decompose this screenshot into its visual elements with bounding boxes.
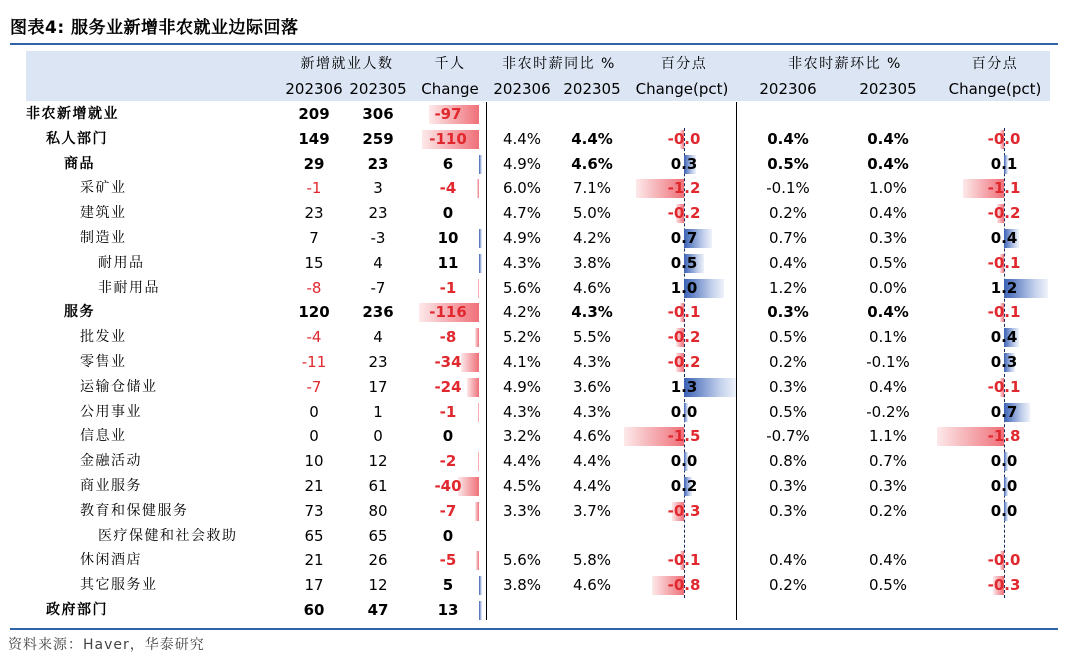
cell-m305: 0.0% bbox=[868, 278, 908, 297]
cell-m306 bbox=[755, 102, 821, 127]
cell-e305: 236 bbox=[362, 303, 394, 322]
cell-y305: 5.8% bbox=[572, 551, 612, 570]
cell-y306: 5.6% bbox=[502, 278, 542, 297]
cell-m305: 0.1% bbox=[868, 328, 908, 347]
cell-mc: -1.8 bbox=[987, 427, 1021, 446]
cell-e305: 4 bbox=[373, 253, 383, 272]
cell-yc: -1.5 bbox=[667, 427, 701, 446]
cell-e305: 23 bbox=[368, 353, 388, 371]
cell-mc: -0.1 bbox=[987, 303, 1021, 322]
cell-mc: 1.2 bbox=[990, 278, 1018, 297]
table-row bbox=[0, 474, 1076, 499]
cell-m306: 0.3% bbox=[768, 501, 808, 520]
cell-y305: 3.7% bbox=[572, 501, 612, 520]
cell-e306: 60 bbox=[303, 601, 325, 619]
table-row bbox=[0, 400, 1076, 425]
table-row bbox=[0, 449, 1076, 474]
cell-e306: 10 bbox=[304, 452, 324, 471]
table-row bbox=[0, 375, 1076, 400]
table-row bbox=[0, 251, 1076, 276]
cell-yc: -0.3 bbox=[667, 501, 701, 520]
cell-y306: 4.4% bbox=[502, 129, 542, 148]
row-label: 公用事业 bbox=[80, 403, 142, 420]
cell-y306: 5.2% bbox=[502, 328, 542, 347]
header-new-jobs-unit: 千人 bbox=[434, 56, 466, 72]
table-row bbox=[0, 276, 1076, 301]
cell-y305 bbox=[558, 598, 626, 623]
cell-e305: 259 bbox=[362, 129, 394, 148]
table-row bbox=[0, 424, 1076, 449]
cell-m306: 0.8% bbox=[768, 452, 808, 471]
cell-y306: 4.5% bbox=[502, 477, 542, 495]
cell-y305: 4.6% bbox=[572, 576, 612, 595]
cell-mc: 0.7 bbox=[990, 402, 1018, 421]
cell-m305: 1.0% bbox=[868, 179, 908, 198]
cell-e306: 21 bbox=[304, 551, 324, 570]
cell-e305: 65 bbox=[368, 526, 388, 545]
cell-m305: 0.4% bbox=[867, 129, 909, 148]
cell-y305: 4.6% bbox=[572, 427, 612, 446]
cell-m306: 0.3% bbox=[768, 477, 808, 495]
cell-ec: 11 bbox=[437, 253, 459, 272]
cell-m305: 0.7% bbox=[868, 452, 908, 471]
cell-y306 bbox=[490, 598, 554, 623]
table-row bbox=[0, 176, 1076, 201]
cell-e305: 17 bbox=[368, 377, 388, 396]
cell-m306: 0.5% bbox=[767, 154, 809, 173]
cell-yc: -0.0 bbox=[667, 129, 701, 148]
row-label: 服务 bbox=[64, 304, 95, 321]
cell-yc: 0.0 bbox=[670, 402, 698, 421]
cell-mc: -0.1 bbox=[987, 253, 1021, 272]
cell-m306: 0.5% bbox=[768, 328, 808, 347]
cell-m306: 1.2% bbox=[768, 278, 808, 297]
cell-yc: 1.3 bbox=[670, 377, 698, 396]
cell-e306: 73 bbox=[304, 501, 324, 520]
cell-e305: -3 bbox=[370, 229, 386, 247]
header-wage-yoy-unit: 百分点 bbox=[660, 56, 708, 72]
header-mom-202306: 202306 bbox=[759, 80, 817, 98]
cell-m306: -0.7% bbox=[766, 427, 810, 446]
cell-m305: -0.2% bbox=[866, 402, 910, 421]
header-jobs-202305: 202305 bbox=[349, 80, 407, 98]
cell-e306: -11 bbox=[301, 353, 327, 371]
cell-e306: -4 bbox=[306, 328, 322, 347]
cell-yc: -0.2 bbox=[667, 353, 701, 371]
table-row bbox=[0, 524, 1076, 549]
cell-y306: 4.9% bbox=[502, 154, 542, 173]
cell-e306: -8 bbox=[306, 278, 322, 297]
row-label: 商业服务 bbox=[80, 478, 142, 494]
cell-e306: 15 bbox=[304, 253, 324, 272]
table-row bbox=[0, 499, 1076, 524]
cell-ec: 13 bbox=[437, 601, 459, 619]
cell-m306: -0.1% bbox=[766, 179, 810, 198]
cell-mc: -0.1 bbox=[987, 377, 1021, 396]
cell-mc: 0.0 bbox=[990, 477, 1018, 495]
cell-e306: 0 bbox=[309, 402, 319, 421]
table-row bbox=[0, 325, 1076, 350]
cell-mc: -0.2 bbox=[987, 204, 1021, 223]
row-label: 零售业 bbox=[80, 354, 127, 370]
row-label: 教育和保健服务 bbox=[80, 502, 189, 519]
cell-m305: 0.4% bbox=[867, 154, 909, 173]
cell-y306: 3.8% bbox=[502, 576, 542, 595]
cell-e306: 23 bbox=[304, 204, 324, 223]
table-row bbox=[0, 127, 1076, 152]
cell-y305: 4.2% bbox=[572, 229, 612, 247]
cell-y305: 5.5% bbox=[572, 328, 612, 347]
cell-ec: -1 bbox=[439, 402, 457, 421]
cell-m306: 0.4% bbox=[767, 129, 809, 148]
cell-e306: -7 bbox=[306, 377, 322, 396]
cell-y305: 4.6% bbox=[572, 278, 612, 297]
cell-ec: 0 bbox=[442, 526, 454, 545]
cell-mc bbox=[960, 524, 1048, 549]
cell-e306: 29 bbox=[303, 154, 325, 173]
table-row bbox=[0, 350, 1076, 375]
table-row bbox=[0, 102, 1076, 127]
cell-mc: 0.1 bbox=[990, 154, 1018, 173]
cell-y305: 4.3% bbox=[572, 353, 612, 371]
cell-m305: 0.3% bbox=[868, 229, 908, 247]
cell-e305: 12 bbox=[368, 452, 388, 471]
cell-y306 bbox=[490, 102, 554, 127]
figure-title: 图表4: 服务业新增非农就业边际回落 bbox=[10, 18, 299, 38]
cell-m306: 0.7% bbox=[768, 229, 808, 247]
cell-mc bbox=[960, 598, 1048, 623]
cell-y306: 4.7% bbox=[502, 204, 542, 223]
row-label: 采矿业 bbox=[80, 180, 127, 197]
cell-mc: -0.0 bbox=[987, 129, 1021, 148]
cell-yc: -0.2 bbox=[667, 328, 701, 347]
cell-m305: 0.2% bbox=[868, 501, 908, 520]
cell-m306 bbox=[755, 598, 821, 623]
cell-ec: 10 bbox=[437, 229, 459, 247]
row-label: 耐用品 bbox=[98, 254, 145, 271]
row-label: 休闲酒店 bbox=[80, 552, 142, 569]
cell-y306: 4.1% bbox=[502, 353, 542, 371]
row-label: 批发业 bbox=[80, 329, 127, 346]
header-wage-mom-unit: 百分点 bbox=[971, 56, 1019, 72]
cell-e306: 21 bbox=[304, 477, 324, 495]
cell-mc bbox=[960, 102, 1048, 127]
cell-e305: 23 bbox=[368, 204, 388, 223]
cell-yc bbox=[640, 598, 728, 623]
cell-mc: 0.4 bbox=[990, 229, 1018, 247]
cell-y306: 3.3% bbox=[502, 501, 542, 520]
header-new-jobs: 新增就业人数 bbox=[300, 56, 394, 72]
cell-m305: 1.1% bbox=[868, 427, 908, 446]
cell-m306: 0.3% bbox=[767, 303, 809, 322]
cell-yc: 0.3 bbox=[670, 154, 698, 173]
cell-y305: 4.3% bbox=[572, 402, 612, 421]
table-row bbox=[0, 573, 1076, 598]
table-row bbox=[0, 226, 1076, 251]
cell-yc: 0.5 bbox=[670, 253, 698, 272]
cell-y306: 4.9% bbox=[502, 377, 542, 396]
cell-e306: 149 bbox=[298, 129, 330, 148]
cell-y306: 6.0% bbox=[502, 179, 542, 198]
cell-ec: -2 bbox=[439, 452, 457, 471]
cell-ec: -1 bbox=[439, 278, 457, 297]
cell-yc: 1.0 bbox=[670, 278, 698, 297]
row-label: 非农新增就业 bbox=[26, 106, 119, 122]
cell-y305: 5.0% bbox=[572, 204, 612, 223]
cell-m305: 0.3% bbox=[868, 477, 908, 495]
cell-y306: 4.4% bbox=[502, 452, 542, 471]
cell-m306: 0.3% bbox=[768, 377, 808, 396]
cell-yc bbox=[640, 524, 728, 549]
row-label: 政府部门 bbox=[46, 602, 108, 618]
cell-ec: -40 bbox=[434, 477, 462, 495]
cell-ec: -4 bbox=[439, 179, 457, 198]
cell-m306: 0.2% bbox=[768, 576, 808, 595]
header-wage-yoy: 非农时薪同比 % bbox=[502, 56, 616, 72]
cell-ec: -7 bbox=[439, 501, 457, 520]
table-row bbox=[0, 598, 1076, 623]
cell-mc: 0.0 bbox=[990, 501, 1018, 520]
table-row bbox=[0, 201, 1076, 226]
cell-m305: 0.4% bbox=[868, 551, 908, 570]
row-label: 其它服务业 bbox=[80, 577, 158, 594]
cell-m306: 0.4% bbox=[768, 551, 808, 570]
cell-m305 bbox=[855, 598, 921, 623]
cell-y305 bbox=[558, 102, 626, 127]
cell-m306 bbox=[755, 524, 821, 549]
cell-e306: 7 bbox=[309, 229, 319, 247]
header-yoy-202305: 202305 bbox=[563, 80, 621, 98]
header-mom-202305: 202305 bbox=[859, 80, 917, 98]
table-row bbox=[0, 300, 1076, 325]
cell-e306: 17 bbox=[304, 576, 324, 595]
cell-e305: 4 bbox=[373, 328, 383, 347]
cell-e306: 120 bbox=[298, 303, 330, 322]
row-label: 私人部门 bbox=[46, 130, 108, 147]
cell-ec: -24 bbox=[434, 377, 462, 396]
header-mom-change: Change(pct) bbox=[948, 80, 1042, 98]
cell-yc: -0.1 bbox=[667, 551, 701, 570]
cell-ec: 0 bbox=[442, 427, 454, 446]
cell-ec: -8 bbox=[439, 328, 457, 347]
row-label: 非耐用品 bbox=[98, 279, 160, 296]
cell-y306: 4.3% bbox=[502, 402, 542, 421]
cell-yc: 0.2 bbox=[670, 477, 698, 495]
cell-ec: -34 bbox=[434, 353, 462, 371]
header-jobs-202306: 202306 bbox=[285, 80, 343, 98]
cell-mc: -1.1 bbox=[987, 179, 1021, 198]
top-rule bbox=[10, 43, 1058, 45]
cell-e305: 12 bbox=[368, 576, 388, 595]
cell-y306: 4.3% bbox=[502, 253, 542, 272]
cell-e306: 65 bbox=[304, 526, 324, 545]
cell-m305: 0.4% bbox=[868, 204, 908, 223]
bottom-rule bbox=[10, 628, 1058, 630]
cell-m305: 0.4% bbox=[868, 377, 908, 396]
cell-e306: 209 bbox=[298, 105, 330, 123]
row-label: 商品 bbox=[64, 155, 95, 172]
cell-y305: 4.4% bbox=[571, 129, 613, 148]
source-note: 资料来源：Haver，华泰研究 bbox=[8, 637, 205, 653]
cell-mc: 0.3 bbox=[990, 353, 1018, 371]
header-wage-mom: 非农时薪环比 % bbox=[788, 56, 902, 72]
cell-y306 bbox=[490, 524, 554, 549]
cell-e305: 3 bbox=[373, 179, 383, 198]
row-label: 运输仓储业 bbox=[80, 378, 158, 395]
cell-ec: -97 bbox=[434, 105, 462, 123]
cell-y305 bbox=[558, 524, 626, 549]
cell-y306: 4.2% bbox=[502, 303, 542, 322]
cell-y305: 4.3% bbox=[571, 303, 613, 322]
cell-m305 bbox=[855, 524, 921, 549]
cell-e305: 26 bbox=[368, 551, 388, 570]
cell-e305: 47 bbox=[367, 601, 389, 619]
cell-ec: 0 bbox=[442, 204, 454, 223]
row-label: 信息业 bbox=[80, 428, 127, 445]
cell-ec: -116 bbox=[429, 303, 467, 322]
cell-m305: 0.5% bbox=[868, 253, 908, 272]
cell-y306: 5.6% bbox=[502, 551, 542, 570]
header-yoy-202306: 202306 bbox=[493, 80, 551, 98]
row-label: 医疗保健和社会救助 bbox=[98, 527, 238, 544]
cell-mc: -0.0 bbox=[987, 551, 1021, 570]
cell-y305: 4.4% bbox=[572, 452, 612, 471]
cell-m306: 0.2% bbox=[768, 204, 808, 223]
cell-yc: -0.8 bbox=[667, 576, 701, 595]
cell-mc: -0.3 bbox=[987, 576, 1021, 595]
row-label: 制造业 bbox=[80, 230, 127, 246]
cell-e305: 306 bbox=[362, 105, 394, 123]
cell-m305: 0.4% bbox=[867, 303, 909, 322]
cell-e305: 0 bbox=[373, 427, 383, 446]
cell-e305: 80 bbox=[368, 501, 388, 520]
cell-yc: -1.2 bbox=[667, 179, 701, 198]
cell-e305: 23 bbox=[367, 154, 389, 173]
cell-e306: -1 bbox=[306, 179, 322, 198]
cell-ec: 5 bbox=[442, 576, 454, 595]
cell-y306: 3.2% bbox=[502, 427, 542, 446]
cell-yc: -0.2 bbox=[667, 204, 701, 223]
cell-y305: 3.6% bbox=[572, 377, 612, 396]
cell-y306: 4.9% bbox=[502, 229, 542, 247]
cell-yc bbox=[640, 102, 728, 127]
table-row bbox=[0, 548, 1076, 573]
cell-m306: 0.4% bbox=[768, 253, 808, 272]
cell-ec: 6 bbox=[442, 154, 454, 173]
cell-mc: 0.4 bbox=[990, 328, 1018, 347]
cell-m306: 0.2% bbox=[768, 353, 808, 371]
row-label: 建筑业 bbox=[80, 205, 127, 222]
cell-mc: 0.0 bbox=[990, 452, 1018, 471]
cell-yc: 0.7 bbox=[670, 229, 698, 247]
cell-e305: 1 bbox=[373, 402, 383, 421]
cell-y305: 7.1% bbox=[572, 179, 612, 198]
cell-e306: 0 bbox=[309, 427, 319, 446]
cell-y305: 4.4% bbox=[572, 477, 612, 495]
cell-yc: -0.1 bbox=[667, 303, 701, 322]
cell-m305: -0.1% bbox=[866, 353, 910, 371]
header-jobs-change: Change bbox=[421, 80, 479, 98]
cell-y305: 3.8% bbox=[572, 253, 612, 272]
cell-e305: 61 bbox=[368, 477, 388, 495]
cell-yc: 0.0 bbox=[670, 452, 698, 471]
cell-y305: 4.6% bbox=[571, 154, 613, 173]
cell-m305 bbox=[855, 102, 921, 127]
header-yoy-change: Change(pct) bbox=[635, 80, 729, 98]
cell-ec: -5 bbox=[439, 551, 457, 570]
row-label: 金融活动 bbox=[80, 453, 142, 470]
cell-e305: -7 bbox=[370, 278, 386, 297]
table-row bbox=[0, 152, 1076, 177]
cell-m305: 0.5% bbox=[868, 576, 908, 595]
cell-ec: -110 bbox=[429, 129, 467, 148]
cell-m306: 0.5% bbox=[768, 402, 808, 421]
